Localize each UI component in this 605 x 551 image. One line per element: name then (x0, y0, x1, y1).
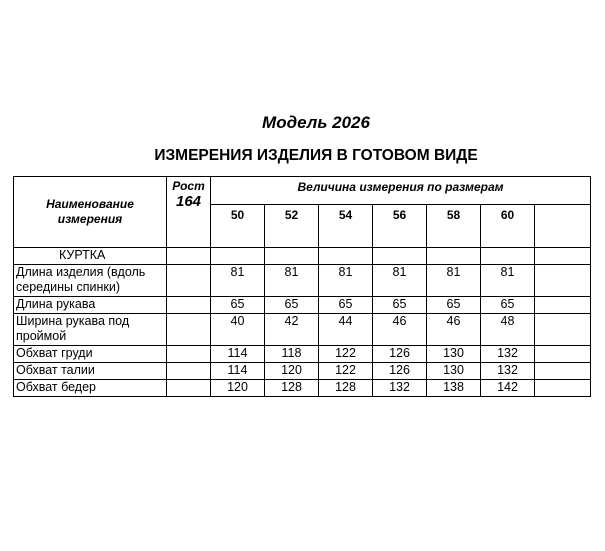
height-cell (167, 346, 211, 363)
value-cell: 132 (481, 363, 535, 380)
row-label (14, 297, 167, 314)
value-cell: 132 (481, 346, 535, 363)
empty-cell (319, 248, 373, 265)
table-row (14, 363, 591, 380)
value-cell: 81 (211, 265, 265, 297)
value-cell: 81 (481, 265, 535, 297)
height-header (167, 177, 211, 248)
size-header: 58 (427, 205, 481, 248)
value-cell (535, 265, 591, 297)
value-cell: 46 (373, 314, 427, 346)
value-cell (535, 380, 591, 397)
row-label (14, 380, 167, 397)
value-cell: 122 (319, 363, 373, 380)
value-cell: 118 (265, 346, 319, 363)
row-label (14, 314, 167, 346)
value-cell: 65 (319, 297, 373, 314)
empty-cell (535, 248, 591, 265)
value-cell: 40 (211, 314, 265, 346)
table-row (14, 297, 591, 314)
value-cell: 65 (427, 297, 481, 314)
value-cell (535, 346, 591, 363)
empty-cell (265, 248, 319, 265)
table-row (14, 346, 591, 363)
value-cell: 44 (319, 314, 373, 346)
size-header (535, 205, 591, 248)
empty-cell (427, 248, 481, 265)
name-header (14, 177, 167, 248)
row-label-line1: Ширина рукава под (16, 314, 130, 328)
value-cell: 65 (211, 297, 265, 314)
size-header: 50 (211, 205, 265, 248)
row-label-line2: проймой (16, 329, 67, 343)
value-cell (535, 297, 591, 314)
value-cell: 128 (265, 380, 319, 397)
value-cell: 65 (265, 297, 319, 314)
size-header: 56 (373, 205, 427, 248)
value-cell: 126 (373, 363, 427, 380)
value-cell: 81 (319, 265, 373, 297)
height-cell (167, 265, 211, 297)
table-row (14, 380, 591, 397)
row-label (14, 363, 167, 380)
value-cell: 65 (373, 297, 427, 314)
value-cell: 81 (427, 265, 481, 297)
value-cell: 120 (265, 363, 319, 380)
value-cell (535, 363, 591, 380)
empty-cell (373, 248, 427, 265)
value-cell: 48 (481, 314, 535, 346)
value-cell: 122 (319, 346, 373, 363)
sizes-group-header: Величина измерения по размерам (211, 177, 591, 205)
value-cell: 42 (265, 314, 319, 346)
height-cell (167, 380, 211, 397)
row-label-line1: Длина изделия (вдоль (16, 265, 146, 279)
value-cell: 128 (319, 380, 373, 397)
value-cell: 81 (265, 265, 319, 297)
row-label-line2: середины спинки) (16, 280, 120, 294)
value-cell: 138 (427, 380, 481, 397)
header-row-1 (14, 177, 591, 205)
page-title: ИЗМЕРЕНИЯ ИЗДЕЛИЯ В ГОТОВОМ ВИДЕ (154, 147, 478, 164)
value-cell: 126 (373, 346, 427, 363)
value-cell: 130 (427, 363, 481, 380)
size-header: 60 (481, 205, 535, 248)
row-label-line1: Обхват бедер (16, 380, 96, 394)
size-header: 54 (319, 205, 373, 248)
empty-cell (211, 248, 265, 265)
empty-cell (167, 248, 211, 265)
value-cell: 114 (211, 363, 265, 380)
height-cell (167, 314, 211, 346)
value-cell: 46 (427, 314, 481, 346)
height-value: 164 (175, 193, 202, 210)
value-cell: 132 (373, 380, 427, 397)
value-cell: 114 (211, 346, 265, 363)
row-label-line1: Обхват груди (16, 346, 93, 360)
value-cell: 130 (427, 346, 481, 363)
section-row (14, 248, 591, 265)
height-cell (167, 363, 211, 380)
value-cell: 65 (481, 297, 535, 314)
name-header-line2: измерения (57, 212, 123, 226)
section-label: КУРТКА (14, 248, 167, 265)
height-label: Рост (172, 179, 205, 193)
value-cell (535, 314, 591, 346)
model-title: Модель 2026 (262, 113, 370, 132)
row-label (14, 265, 167, 297)
value-cell: 142 (481, 380, 535, 397)
table-row (14, 314, 591, 346)
measurements-table (13, 176, 591, 397)
row-label-line1: Обхват талии (16, 363, 95, 377)
height-cell (167, 297, 211, 314)
value-cell: 81 (373, 265, 427, 297)
row-label-line1: Длина рукава (16, 297, 96, 311)
table-row (14, 265, 591, 297)
name-header-line1: Наименование (46, 197, 134, 211)
empty-cell (481, 248, 535, 265)
size-header: 52 (265, 205, 319, 248)
value-cell: 120 (211, 380, 265, 397)
row-label (14, 346, 167, 363)
